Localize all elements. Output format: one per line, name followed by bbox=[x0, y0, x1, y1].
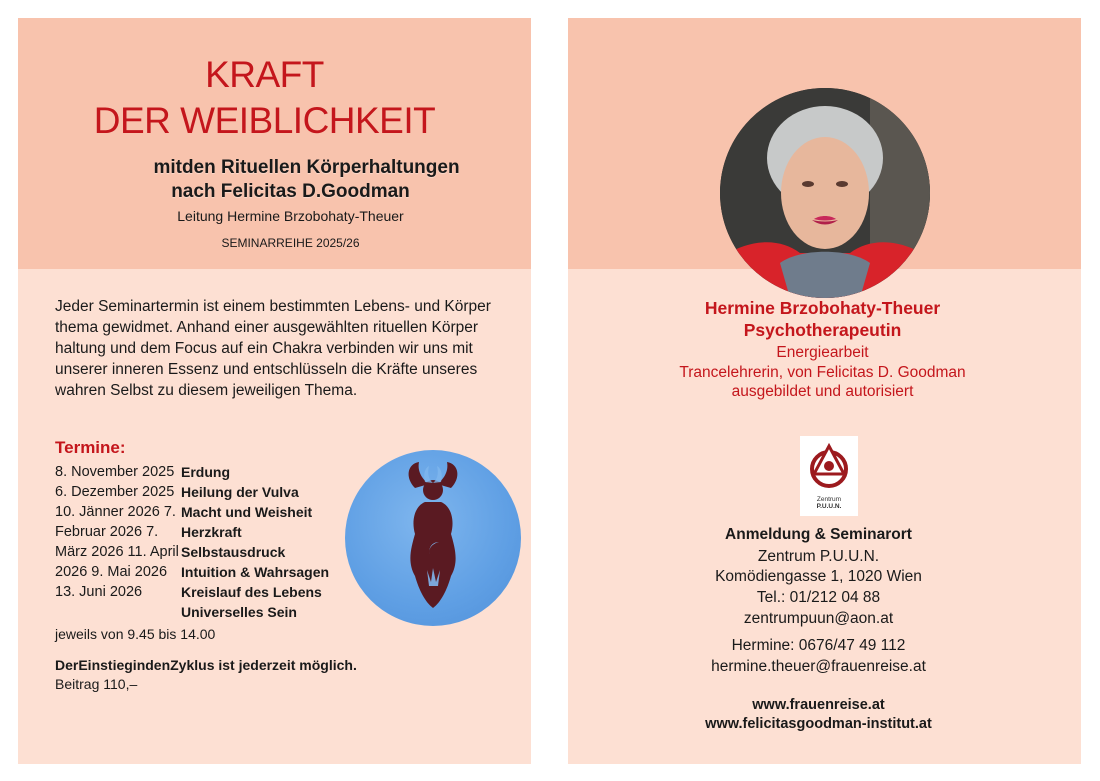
leitung-line: Leitung Hermine Brzobohaty-Theuer bbox=[177, 208, 404, 224]
goddess-figure-icon bbox=[345, 450, 521, 626]
goddess-figure-image bbox=[345, 450, 521, 626]
portrait-icon bbox=[720, 88, 930, 298]
topic-line: Macht und Weisheit bbox=[181, 504, 313, 520]
termine-heading: Termine: bbox=[55, 438, 126, 457]
contact-line: Komödiengasse 1, 1020 Wien bbox=[715, 568, 922, 585]
contact-line: Zentrum P.U.U.N. bbox=[757, 548, 880, 565]
topic-line: Kreislauf des Lebens bbox=[181, 584, 322, 600]
topics-list bbox=[181, 462, 351, 622]
topic-line: Universelles Sein bbox=[181, 604, 297, 620]
date-line: 2026 9. Mai 2026 bbox=[55, 564, 168, 580]
time-note: jeweils von 9.45 bis 14.00 bbox=[55, 626, 216, 642]
profile-line: ausgebildet und autorisiert bbox=[731, 383, 914, 400]
profile-title: Psychotherapeutin bbox=[743, 320, 902, 340]
left-flyer-page bbox=[18, 18, 531, 764]
title-line-2: DER WEIBLICHKEIT bbox=[93, 100, 436, 141]
topic-line: Selbstausdruck bbox=[181, 544, 286, 560]
logo-caption-line-2: P.U.U.N. bbox=[816, 503, 842, 510]
profile-line: Trancelehrerin, von Felicitas D. Goodman bbox=[679, 364, 966, 381]
website-link-1: www.frauenreise.at bbox=[752, 697, 885, 713]
entry-note: DerEinstiegindenZyklus ist jederzeit möglich. bbox=[55, 657, 357, 673]
right-flyer-page bbox=[568, 18, 1081, 764]
date-line: 6. Dezember 2025 bbox=[55, 484, 175, 500]
seminar-series-label: SEMINARREIHE 2025/26 bbox=[221, 236, 360, 250]
subtitle-line-1: mitden Rituellen Körperhaltungen bbox=[153, 157, 460, 178]
website-link-2: www.felicitasgoodman-institut.at bbox=[705, 716, 932, 732]
contact-line: zentrumpuun@aon.at bbox=[743, 610, 894, 627]
topic-line: Heilung der Vulva bbox=[181, 484, 299, 500]
dates-list bbox=[55, 462, 185, 602]
logo-caption bbox=[800, 496, 858, 510]
logo-icon bbox=[800, 436, 858, 494]
topic-line: Erdung bbox=[181, 464, 230, 480]
topic-line: Herzkraft bbox=[181, 524, 242, 540]
profile-name: Hermine Brzobohaty-Theuer bbox=[704, 298, 941, 318]
contact-line: hermine.theuer@frauenreise.at bbox=[711, 658, 926, 675]
intro-paragraph: Jeder Seminartermin ist einem bestimmten Lebens- und Körper thema gewidmet. Anhand einer ausgewählten rituellen Körper haltung und dem Focus auf ein Chakra verbinden wir uns mit unserer inneren Essenz und entschlüsseln die Kräfte unseres wahren Selbst zu diesem jeweiligen Thema. bbox=[55, 298, 491, 399]
date-line: 10. Jänner 2026 7. bbox=[55, 504, 176, 520]
contact-line: Hermine: 0676/47 49 112 bbox=[731, 637, 906, 654]
topic-line: Intuition & Wahrsagen bbox=[181, 564, 330, 580]
contact-heading: Anmeldung & Seminarort bbox=[725, 526, 912, 543]
title-line-1: KRAFT bbox=[205, 54, 324, 95]
portrait-photo bbox=[720, 88, 930, 298]
date-line: März 2026 11. April bbox=[55, 544, 179, 560]
logo-caption-line-1: Zentrum bbox=[816, 496, 842, 503]
profile-line: Energiearbeit bbox=[776, 344, 869, 361]
contact-line: Tel.: 01/212 04 88 bbox=[756, 589, 881, 606]
date-line: 8. November 2025 bbox=[55, 464, 175, 480]
date-line: 13. Juni 2026 bbox=[55, 584, 143, 600]
fee-line: Beitrag 110,– bbox=[55, 676, 138, 692]
subtitle-line-2: nach Felicitas D.Goodman bbox=[171, 181, 410, 202]
date-line: Februar 2026 7. bbox=[55, 524, 159, 540]
